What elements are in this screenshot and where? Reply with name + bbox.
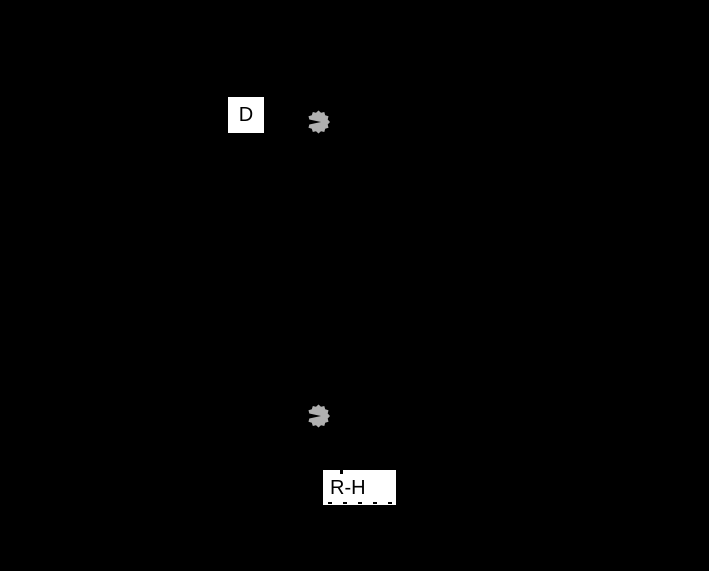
node-label-d — [228, 97, 264, 133]
node-label-rh-text: R-H — [330, 476, 366, 499]
edge-dash-mark — [328, 502, 332, 504]
scribble-blob-icon — [305, 109, 332, 135]
edge-dash-mark — [358, 502, 362, 504]
edge-tick-mark — [340, 470, 343, 474]
edge-dash-mark — [388, 502, 392, 504]
scribble-blob-shape — [309, 111, 331, 134]
scribble-blob-icon — [305, 403, 332, 429]
node-label-rh — [323, 470, 396, 505]
scribble-blob-shape — [309, 405, 331, 428]
edge-dash-mark — [343, 502, 347, 504]
node-label-d-text: D — [238, 104, 254, 126]
edge-dash-mark — [373, 502, 377, 504]
